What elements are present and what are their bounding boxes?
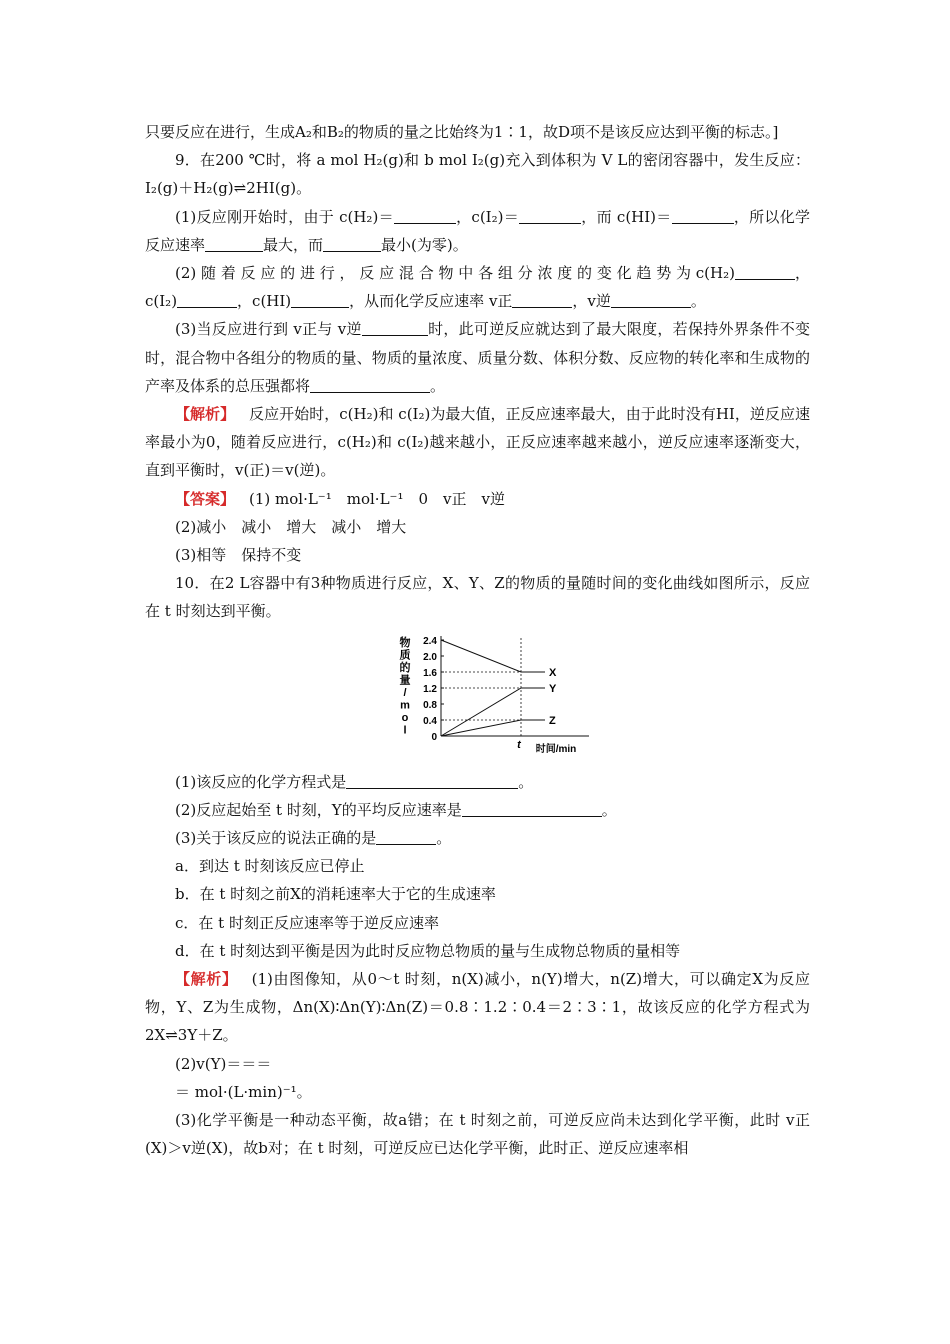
x-tick-t: t — [517, 738, 521, 751]
question-9-part-3: (3)当反应进行到 v正与 v逆 时，此可逆反应就达到了最大限度，若保持外界条件不变时，混合物中各组分的物质的量、物质的量浓度、质量分数、体积分数、反应物的转化率和生成物的产率及体系的总压强都将 。 — [145, 320, 810, 395]
analysis-10-part-2b: ＝ mol·(L·min)⁻¹。 — [175, 1082, 312, 1101]
y-axis-label-char: 质 — [399, 649, 411, 662]
option-b: b．在 t 时刻之前X的消耗速率大于它的生成速率 — [175, 885, 496, 904]
answer-9-line-3: (3)相等 保持不变 — [175, 546, 302, 565]
y-tick-label: 2.0 — [423, 651, 437, 663]
series-line-y — [441, 688, 545, 736]
option-d: d．在 t 时刻达到平衡是因为此时反应物总物质的量与生成物总物质的量相等 — [175, 941, 681, 960]
question-9-part-1: (1)反应刚开始时，由于 c(H₂)＝ ，c(I₂)＝ ，而 c(HI)＝ ，所以化学反应速率 最大，而 最小(为零)。 — [145, 207, 810, 254]
y-tick-label: 0.8 — [423, 699, 437, 711]
y-tick-label: 2.4 — [423, 635, 437, 647]
answer-9-line-1: 【答案】 (1) mol·L⁻¹ mol·L⁻¹ 0 v正 v逆 — [175, 489, 505, 508]
analysis-10-part-2a: (2)v(Y)＝＝＝ — [175, 1054, 272, 1073]
document-page — [145, 118, 810, 1163]
analysis-tag: 【解析】 — [175, 970, 238, 989]
figure-amount-vs-time — [145, 632, 810, 760]
y-tick-label: 0.4 — [423, 715, 437, 727]
analysis-10-part-3: (3)化学平衡是一种动态平衡，故a错；在 t 时刻之前，可逆反应尚未达到化学平衡，此时 v正(X)＞v逆(X)，故b对；在 t 时刻，可逆反应已达化学平衡，此时正、逆反应速率相 — [145, 1111, 810, 1158]
series-label-z: Z — [549, 714, 556, 727]
analysis-tag: 【解析】 — [175, 405, 236, 424]
question-10-part-2: (2)反应起始至 t 时刻，Y的平均反应速率是 。 — [175, 800, 617, 819]
x-axis-label: 时间/min — [535, 743, 577, 755]
y-axis-label-char: o — [401, 711, 409, 724]
y-axis-label-char: l — [403, 724, 407, 737]
series-label-y: Y — [549, 682, 557, 695]
question-10-part-1: (1)该反应的化学方程式是 。 — [175, 772, 534, 791]
question-9-part-2: (2) 随 着 反 应 的 进 行 ， 反 应 混 合 物 中 各 组 分 浓 度 的 变 化 趋 势 为 c(H₂) ，c(I₂) ，c(HI) ，从而化学反应速率 v正 ，v逆 。 — [145, 264, 810, 311]
series-line-z — [441, 720, 545, 736]
question-9: 9．在200 ℃时，将 a mol H₂(g)和 b mol I₂(g)充入到体积为 V L的密闭容器中，发生反应：I₂(g)＋H₂(g)⇌2HI(g)。 — [145, 151, 810, 198]
option-c: c．在 t 时刻正反应速率等于逆反应速率 — [175, 913, 439, 932]
y-tick-label: 0 — [431, 731, 437, 743]
y-axis-label-char: 的 — [399, 661, 411, 674]
line-chart — [393, 632, 593, 760]
y-axis-label-char: 物 — [399, 636, 411, 649]
y-axis-label-char: m — [400, 699, 410, 712]
question-10: 10．在2 L容器中有3种物质进行反应，X、Y、Z的物质的量随时间的变化曲线如图所示，反应在 t 时刻达到平衡。 — [145, 574, 810, 621]
y-axis-label-char: 量 — [399, 674, 411, 687]
answer-9-line-2: (2)减小 减小 增大 减小 增大 — [175, 517, 407, 536]
y-tick-label: 1.6 — [423, 667, 437, 679]
question-10-part-3: (3)关于该反应的说法正确的是 。 — [175, 829, 452, 848]
analysis-9: 【解析】 反应开始时，c(H₂)和 c(I₂)为最大值，正反应速率最大，由于此时没有HI，逆反应速率最小为0，随着反应进行，c(H₂)和 c(I₂)越来越小，正反应速率越来越小，逆反应速率逐渐变大，直到平衡时，v(正)＝v(逆)。 — [145, 405, 810, 480]
series-label-x: X — [549, 666, 557, 679]
option-a: a．到达 t 时刻该反应已停止 — [175, 857, 365, 876]
y-axis-label-char: / — [403, 686, 407, 699]
paragraph-prev-answer: 只要反应在进行，生成A₂和B₂的物质的量之比始终为1∶1，故D项不是该反应达到平衡的标志。] — [145, 123, 779, 141]
analysis-10-part-1: 【解析】 (1)由图像知，从0～t 时刻，n(X)减小，n(Y)增大，n(Z)增大，可以确定X为反应物，Y、Z为生成物，Δn(X)∶Δn(Y)∶Δn(Z)＝0.8∶1.2∶0.4＝2∶3∶1，故该反应的化学方程式为2X⇌3Y＋Z。 — [145, 970, 810, 1045]
y-tick-label: 1.2 — [423, 683, 437, 695]
answer-tag: 【答案】 — [175, 489, 236, 508]
series-line-x — [441, 640, 545, 672]
